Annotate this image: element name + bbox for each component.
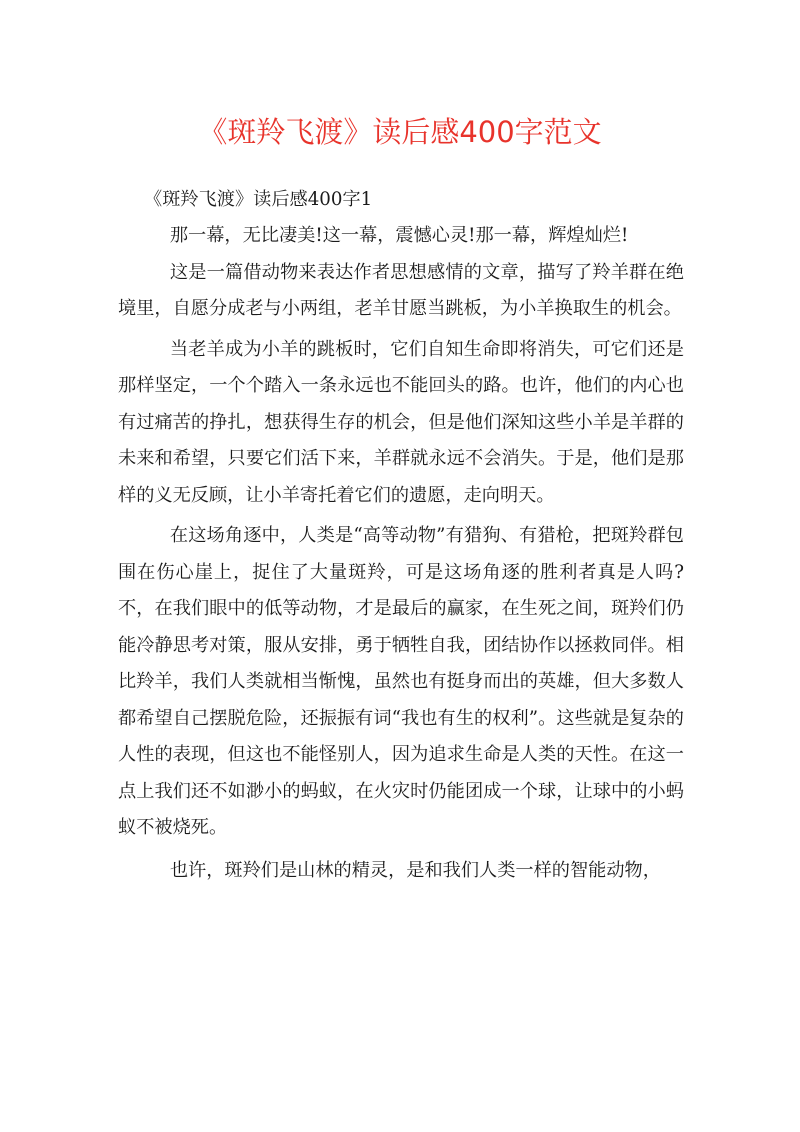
document-title: 《斑羚飞渡》读后感400字范文 [198,115,602,149]
paragraph-1: 那一幕，无比凄美!这一幕，震憾心灵!那一幕，辉煌灿烂! [169,225,629,246]
paragraph-4: 在这场角逐中，人类是“高等动物”有猎狗、有猎枪，把斑羚群包围在伤心崖上，捉住了大量斑羚，可是这场角逐的胜利者真是人吗?不，在我们眼中的低等动物，才是最后的赢家，在生死之间，斑羚们仍能冷静思考对策，服从安排，勇于牺牲自我，团结协作以拯救同伴。相比羚羊，我们人类就相当惭愧，虽然也有挺身而出的英雄，但大多数人都希望自己摆脱危险，还振振有词“我也有生的权利”。这些就是复杂的人性的表现，但这也不能怪别人，因为追求生命是人类的天性。在这一点上我们还不如渺小的蚂蚁，在火灾时仍能团成一个球，让球中的小蚂蚁不被烧死。 [118,525,684,838]
paragraph-5: 也许，斑羚们是山林的精灵，是和我们人类一样的智能动物， [169,859,661,881]
section-heading: 《斑羚飞渡》读后感400字1 [144,189,373,210]
paragraph-3: 当老羊成为小羊的跳板时，它们自知生命即将消失，可它们还是那样坚定，一个个踏入一条永远也不能回头的路。也许，他们的内心也有过痛苦的挣扎，想获得生存的机会，但是他们深知这些小羊是羊群的未来和希望，只要它们活下来，羊群就永远不会消失。于是，他们是那样的义无反顾，让小羊寄托着它们的遗愿，走向明天。 [118,338,684,506]
document-body [118,182,684,889]
paragraph-2: 这是一篇借动物来表达作者思想感情的文章，描写了羚羊群在绝境里，自愿分成老与小两组，老羊甘愿当跳板，为小羊换取生的机会。 [118,261,684,319]
